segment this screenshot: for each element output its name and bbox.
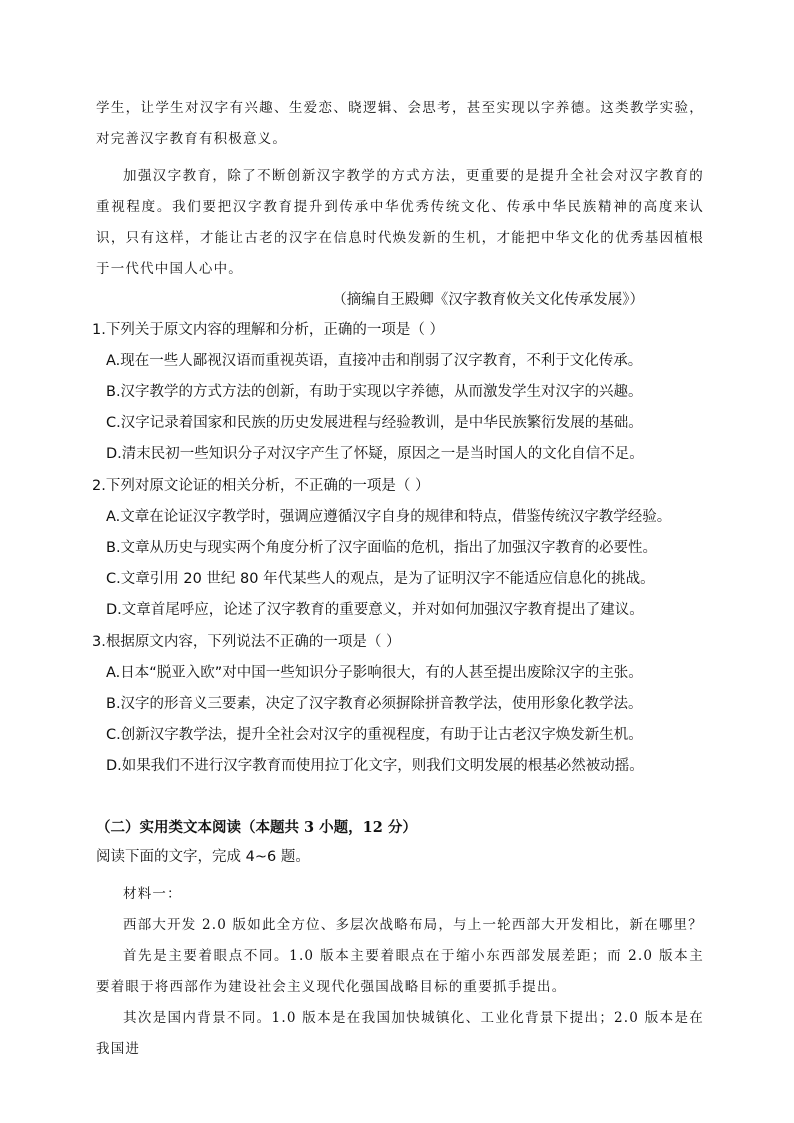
- question-2-option-b: B.文章从历史与现实两个角度分析了汉字面临的危机，指出了加强汉字教育的必要性。: [106, 540, 658, 556]
- question-1-option-a: A.现在一些人鄙视汉语而重视英语，直接冲击和削弱了汉字教育，不利于文化传承。: [106, 353, 643, 369]
- question-3-option-a: A.日本“脱亚入欧”对中国一些知识分子影响很大，有的人甚至提出废除汉字的主张。: [106, 665, 643, 681]
- passage-paragraph-1: 学生，让学生对汉字有兴趣、生爱恋、晓逻辑、会思考，甚至实现以字养德。这类教学实验，对完善汉字教育有积极意义。: [96, 100, 704, 147]
- question-3-option-c: C.创新汉字教学法，提升全社会对汉字的重视程度，有助于让古老汉字焕发新生机。: [106, 727, 643, 743]
- material-label: 材料一：: [123, 886, 182, 902]
- question-1-option-b: B.汉字教学的方式方法的创新，有助于实现以字养德，从而激发学生对汉字的兴趣。: [106, 384, 643, 400]
- question-1-stem: 1.下列关于原文内容的理解和分析，正确的一项是（ ）: [92, 322, 444, 338]
- passage-continuation: [96, 93, 704, 316]
- section-2-instruction: 阅读下面的文字，完成 4~6 题。: [96, 849, 310, 865]
- passage-source: （摘编自王殿卿《汉字教育攸关文化传承发展》）: [332, 292, 644, 308]
- passage-paragraph-2: 加强汉字教育，除了不断创新汉字教学的方式方法，更重要的是提升全社会对汉字教育的重视程度。我们要把汉字教育提升到传承中华优秀传统文化、传承中华民族精神的高度来认识，只有这样，才能让古老的汉字在信息时代焕发新的生机，才能把中华文化的优秀基因植根于一代代中国人心中。: [96, 168, 704, 277]
- question-3-stem: 3.根据原文内容，下列说法不正确的一项是（ ）: [92, 634, 401, 650]
- material-paragraph-1: 西部大开发 2.0 版如此全方位、多层次战略布局，与上一轮西部大开发相比，新在哪里？: [123, 917, 703, 933]
- question-1-option-d: D.清末民初一些知识分子对汉字产生了怀疑，原因之一是当时国人的文化自信不足。: [106, 446, 644, 462]
- material-paragraph-2: 首先是主要着眼点不同。1.0 版本主要着眼点在于缩小东西部发展差距；而 2.0 版本主要着眼于将西部作为建设社会主义现代化强国战略目标的重要抓手提出。: [96, 948, 704, 995]
- material-1: [96, 879, 704, 1065]
- material-paragraph-3: 其次是国内背景不同。1.0 版本是在我国加快城镇化、工业化背景下提出；2.0 版本是在我国进: [96, 1010, 704, 1057]
- question-3-option-b: B.汉字的形音义三要素，决定了汉字教育必须摒除拼音教学法，使用形象化教学法。: [106, 696, 643, 712]
- section-2-title: （二）实用类文本阅读（本题共 3 小题，12 分）: [96, 819, 417, 836]
- question-3-option-d: D.如果我们不进行汉字教育而使用拉丁化文字，则我们文明发展的根基必然被动摇。: [106, 758, 644, 774]
- question-2-option-c: C.文章引用 20 世纪 80 年代某些人的观点，是为了证明汉字不能适应信息化的挑战。: [106, 571, 655, 587]
- question-2-option-d: D.文章首尾呼应，论述了汉字教育的重要意义，并对如何加强汉字教育提出了建议。: [106, 602, 644, 618]
- question-1-option-c: C.汉字记录着国家和民族的历史发展进程与经验教训，是中华民族繁衍发展的基础。: [106, 415, 643, 431]
- question-2-option-a: A.文章在论证汉字教学时，强调应遵循汉字自身的规律和特点，借鉴传统汉字教学经验。: [106, 509, 672, 525]
- question-2-stem: 2.下列对原文论证的相关分析，不正确的一项是（ ）: [92, 478, 430, 494]
